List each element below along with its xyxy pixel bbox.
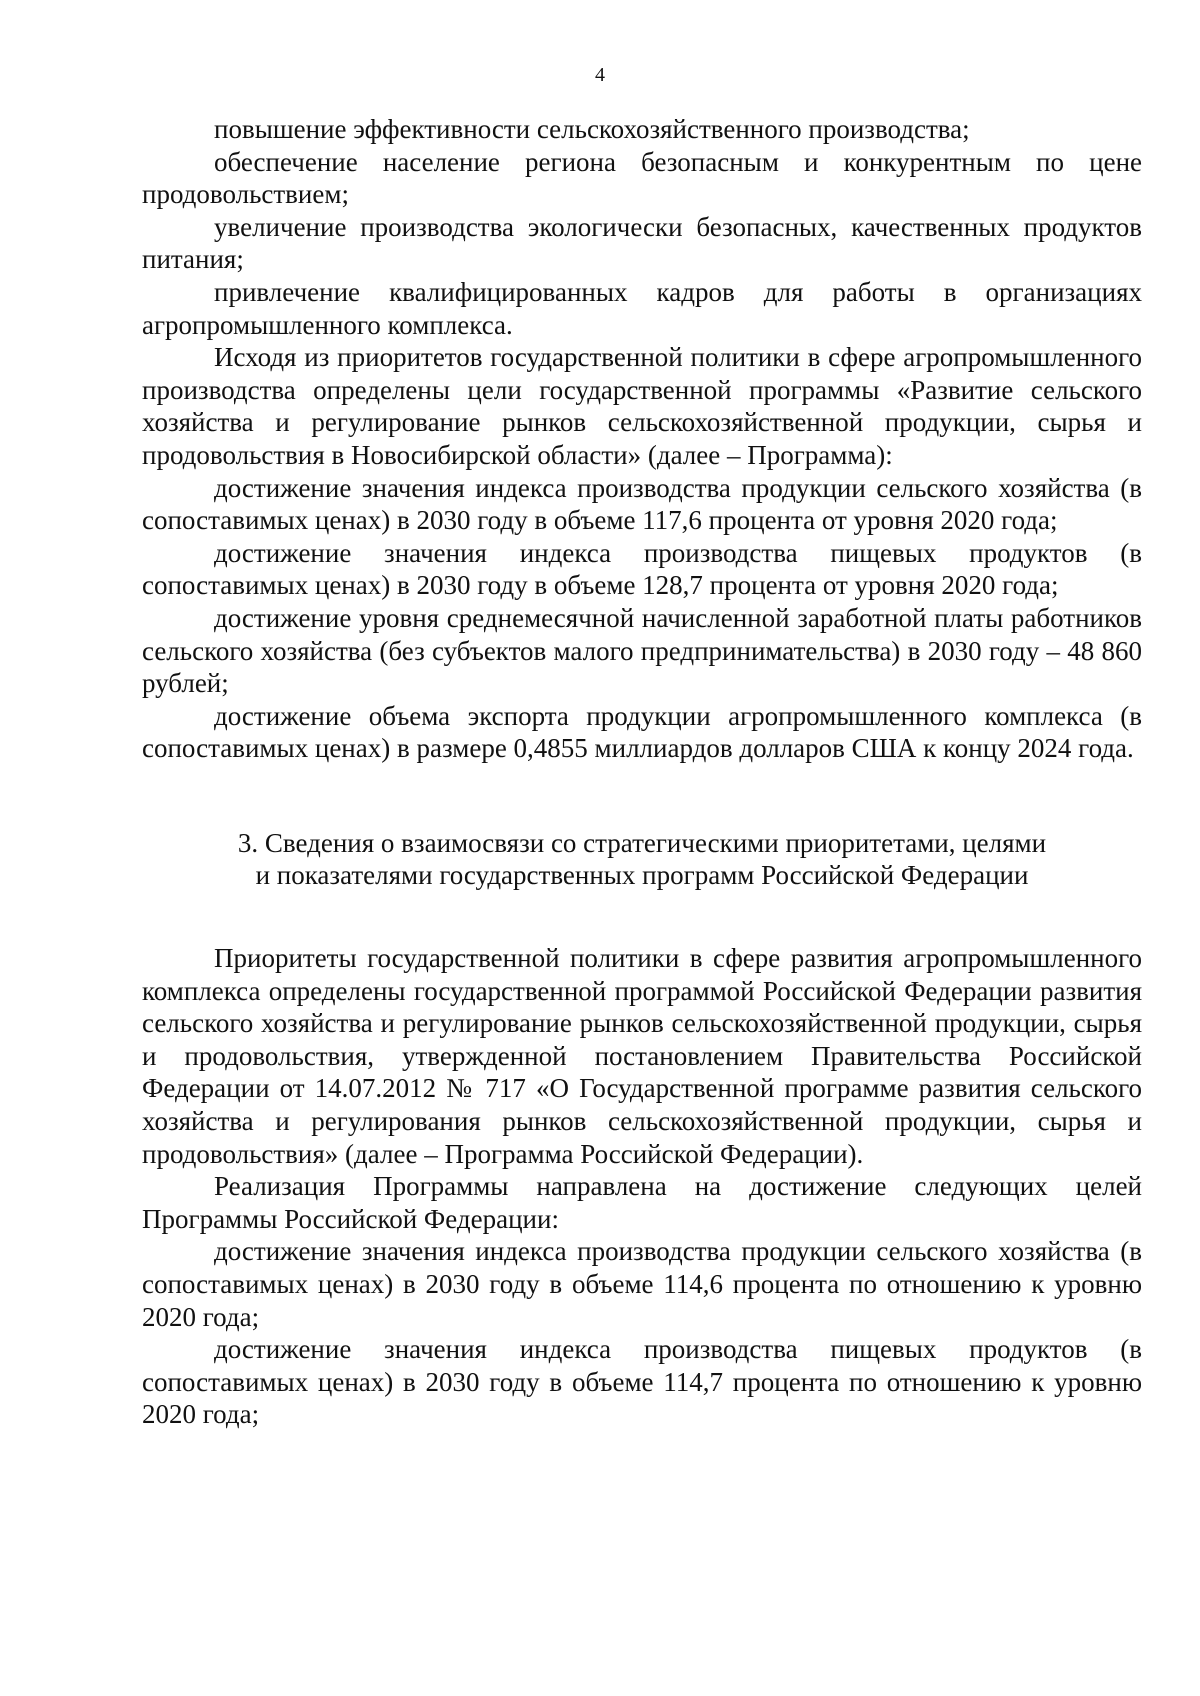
program-goal: достижение уровня среднемесячной начисленной заработной платы работников сельского хозяйства (без субъектов малого предпринимательства) в 2030 году – 48 860 рублей;: [142, 602, 1142, 699]
goal-item: повышение эффективности сельскохозяйственного производства;: [214, 114, 970, 144]
program-goal: достижение значения индекса производства продукции сельского хозяйства (в сопоставимых ценах) в 2030 году в объеме 117,6 процента от уровня 2020 года;: [142, 472, 1142, 536]
program-goals-intro: Исходя из приоритетов государственной политики в сфере агропромышленного производства определены цели государственной программы «Развитие сельского хозяйства и регулирование рынков сельскохозяйственной продукции, сырья и продовольствия в Новосибирской области» (далее – Программа):: [142, 342, 1142, 470]
implementation-paragraph: Реализация Программы направлена на достижение следующих целей Программы Российской Федерации:: [142, 1171, 1142, 1234]
page-number: 4: [595, 64, 605, 86]
section-heading-line-2: и показателями государственных программ Российской Федерации: [255, 860, 1029, 891]
goal-item: увеличение производства экологически безопасных, качественных продуктов питания;: [142, 211, 1142, 275]
goal-item: обеспечение население региона безопасным и конкурентным по цене продовольствием;: [142, 146, 1142, 210]
program-goal: достижение объема экспорта продукции агропромышленного комплекса (в сопоставимых ценах) в размере 0,4855 миллиардов долларов США к концу 2024 года.: [142, 700, 1142, 764]
section-heading: [142, 827, 1142, 892]
document-body: [142, 113, 1142, 1431]
section-heading-line-1: 3. Сведения о взаимосвязи со стратегическими приоритетами, целями: [237, 827, 1047, 858]
goal-item: привлечение квалифицированных кадров для работы в организациях агропромышленного комплекса.: [142, 276, 1142, 340]
program-goal: достижение значения индекса производства пищевых продуктов (в сопоставимых ценах) в 2030 году в объеме 128,7 процента от уровня 2020 года;: [142, 537, 1142, 601]
federal-goal: достижение значения индекса производства продукции сельского хозяйства (в сопоставимых ценах) в 2030 году в объеме 114,6 процента по отношению к уровню 2020 года;: [142, 1236, 1142, 1332]
federal-goal: достижение значения индекса производства пищевых продуктов (в сопоставимых ценах) в 2030 году в объеме 114,7 процента по отношению к уровню 2020 года;: [142, 1334, 1142, 1430]
priorities-paragraph: Приоритеты государственной политики в сфере развития агропромышленного комплекса определены государственной программой Российской Федерации развития сельского хозяйства и регулирование рынков сельскохозяйственной продукции, сырья и продовольствия, утвержденной постановлением Правительства Российской Федерации от 14.07.2012 № 717 «О Государственной программе развития сельского хозяйства и регулирования рынков сельскохозяйственной продукции, сырья и продовольствия» (далее – Программа Российской Федерации).: [142, 943, 1142, 1169]
